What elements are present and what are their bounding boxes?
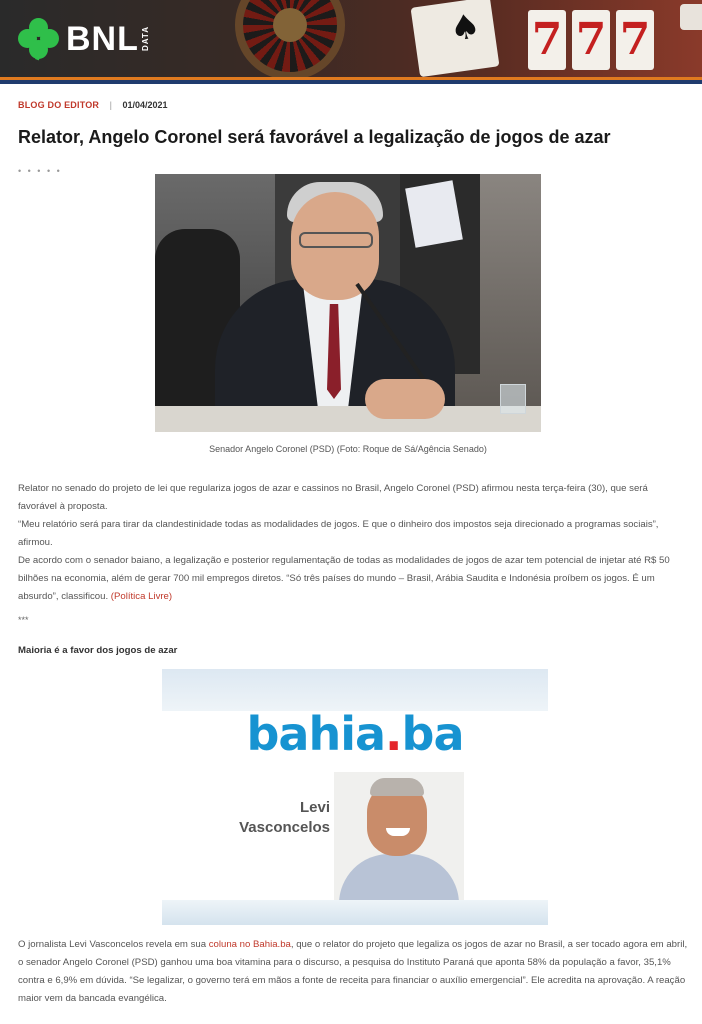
dice-decoration [680,4,702,30]
spade-icon: ♠ [447,6,484,50]
post-date: 01/04/2021 [122,100,168,110]
bahia-ba-logo: bahia.ba [246,707,464,761]
share-dots: • • • • • [18,166,62,176]
slot-reel: 7 [528,10,566,70]
clover-logo-icon [18,18,60,60]
section-subheading: Maioria é a favor dos jogos de azar [18,645,178,656]
columnist-portrait [334,772,464,900]
site-logo-link[interactable] [18,18,150,60]
bahia-ba-column-link[interactable]: coluna no Bahia.ba [208,939,291,950]
section-divider: *** [18,615,29,625]
columnist-name: Levi Vasconcelos [239,799,330,836]
logo-text: BNL [66,19,139,58]
article-title: Relator, Angelo Coronel será favorável a legalização de jogos de azar [18,127,611,147]
article-photo [155,174,541,432]
photo-caption: Senador Angelo Coronel (PSD) (Foto: Roque de Sá/Agência Senado) [209,444,487,454]
post-meta [18,100,168,110]
logo-subtext: DATA [140,26,150,52]
slot-reel: 7 [572,10,610,70]
category-link[interactable]: BLOG DO EDITOR [18,100,100,110]
article-paragraph: “Meu relatório será para tirar da clandestinidade todas as modalidades de jogos. E que o dinheiro dos impostos seja direcionado a programas sociais”, afirmou. [18,519,659,548]
article-paragraph [18,552,688,606]
politica-livre-link[interactable]: (Política Livre) [110,591,173,602]
slot-reel: 7 [616,10,654,70]
header-stripe-blue [0,80,702,84]
article-paragraph: Relator no senado do projeto de lei que regulariza jogos de azar e cassinos no Brasil, Angelo Coronel (PSD) afirmou nesta terça-feira (30), que será favorável à proposta. [18,483,648,512]
paragraph-text: De acordo com o senador baiano, a legalização e posterior regulamentação de todas as modalidades de jogos de azar tem potencial de injetar até R$ 50 bilhões na economia, além de gerar 700 mil empregos diretos. “Só três países do mundo – Brasil, Arábia Saudita e Indonésia proíbem os jogos. É um absurdo”, classificou. [18,555,670,602]
bahia-ba-image [162,669,548,925]
meta-separator: | [109,100,112,110]
roulette-decoration [235,0,345,80]
article-paragraph: O jornalista Levi Vasconcelos revela em sua coluna no Bahia.ba, que o relator do projeto que legaliza os jogos de azar no Brasil, a ser tocado agora em abril, o senador Angelo Coronel (PSD) ganhou uma boa vitamina para o discurso, a pesquisa do Instituto Paraná que aponta 58% da população a favor, 35,1% contra e 6,9% em dúvida. “Se legalizar, o governo terá em mãos a fonte de receita para financiar o auxílio emergencial”. Ele acredita na aprovação. A reação maior vem da bancada evangélica. [18,939,688,1004]
site-header [0,0,702,80]
